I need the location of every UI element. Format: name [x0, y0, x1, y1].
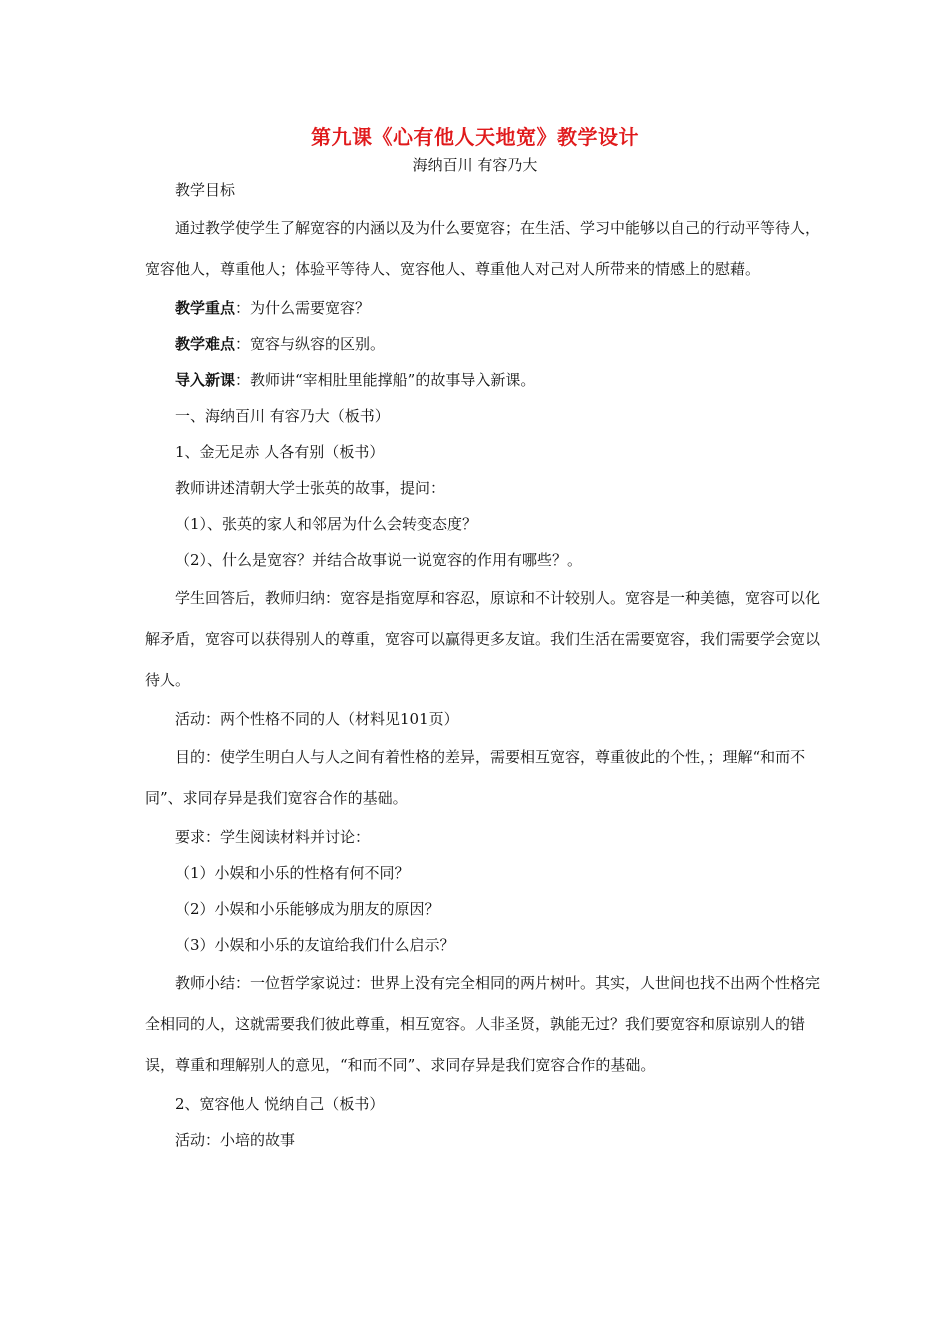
activity-line: 活动：两个性格不同的人（材料见101页）	[175, 710, 459, 728]
summary-paragraph: 学生回答后，教师归纳：宽容是指宽厚和容忍，原谅和不计较别人。宽容是一种美德，宽容可以化解矛盾，宽容可以获得别人的尊重，宽容可以赢得更多友谊。我们生活在需要宽容，我们需要学会宽以待人。	[145, 589, 821, 689]
requirement-item: （3）小娱和小乐的友谊给我们什么启示？	[175, 936, 455, 954]
requirement-item: （2）小娱和小乐能够成为朋友的原因？	[175, 900, 440, 918]
document-subtitle: 海纳百川 有容乃大	[412, 156, 538, 174]
section-heading: 一、海纳百川 有容乃大（板书）	[175, 407, 390, 425]
difficulty-text: ：宽容与纵容的区别。	[235, 335, 386, 353]
objectives-paragraph: 通过教学使学生了解宽容的内涵以及为什么要宽容；在生活、学习中能够以自己的行动平等待人，宽容他人，尊重他人；体验平等待人、宽容他人、尊重他人对己对人所带来的情感上的慰藉。	[145, 219, 821, 278]
key-point-line	[145, 290, 825, 326]
key-point-text: ：为什么需要宽容？	[235, 299, 371, 317]
subsection-heading: 1、金无足赤 人各有别（板书）	[175, 443, 385, 461]
intro-label: 导入新课	[175, 371, 236, 389]
question-item: （1）、张英的家人和邻居为什么会转变态度？	[175, 515, 478, 533]
difficulty-label: 教学难点	[175, 335, 236, 353]
teacher-summary-paragraph: 教师小结：一位哲学家说过：世界上没有完全相同的两片树叶。其实，人世间也找不出两个性格完全相同的人，这就需要我们彼此尊重，相互宽容。人非圣贤，孰能无过？我们要宽容和原谅别人的错误，尊重和理解别人的意见，“和而不同”、求同存异是我们宽容合作的基础。	[145, 974, 821, 1074]
key-point-label: 教学重点	[175, 299, 236, 317]
requirement-line: 要求：学生阅读材料并讨论：	[175, 828, 371, 846]
activity-line: 活动：小培的故事	[175, 1131, 296, 1149]
purpose-paragraph: 目的：使学生明白人与人之间有着性格的差异，需要相互宽容，尊重彼此的个性，；理解“和而不同”、求同存异是我们宽容合作的基础。	[145, 748, 806, 807]
document-title: 第九课《心有他人天地宽》教学设计	[311, 125, 639, 149]
intro-line	[145, 362, 825, 398]
objectives-heading: 教学目标	[175, 181, 236, 199]
requirement-item: （1）小娱和小乐的性格有何不同？	[175, 864, 410, 882]
intro-text: ：教师讲“宰相肚里能撑船”的故事导入新课。	[235, 371, 536, 389]
story-intro: 教师讲述清朝大学士张英的故事，提问：	[175, 479, 446, 497]
document-body	[145, 172, 825, 1158]
difficulty-line	[145, 326, 825, 362]
question-item: （2）、什么是宽容？并结合故事说一说宽容的作用有哪些？。	[175, 551, 583, 569]
subsection-heading: 2、宽容他人 悦纳自己（板书）	[175, 1095, 385, 1113]
